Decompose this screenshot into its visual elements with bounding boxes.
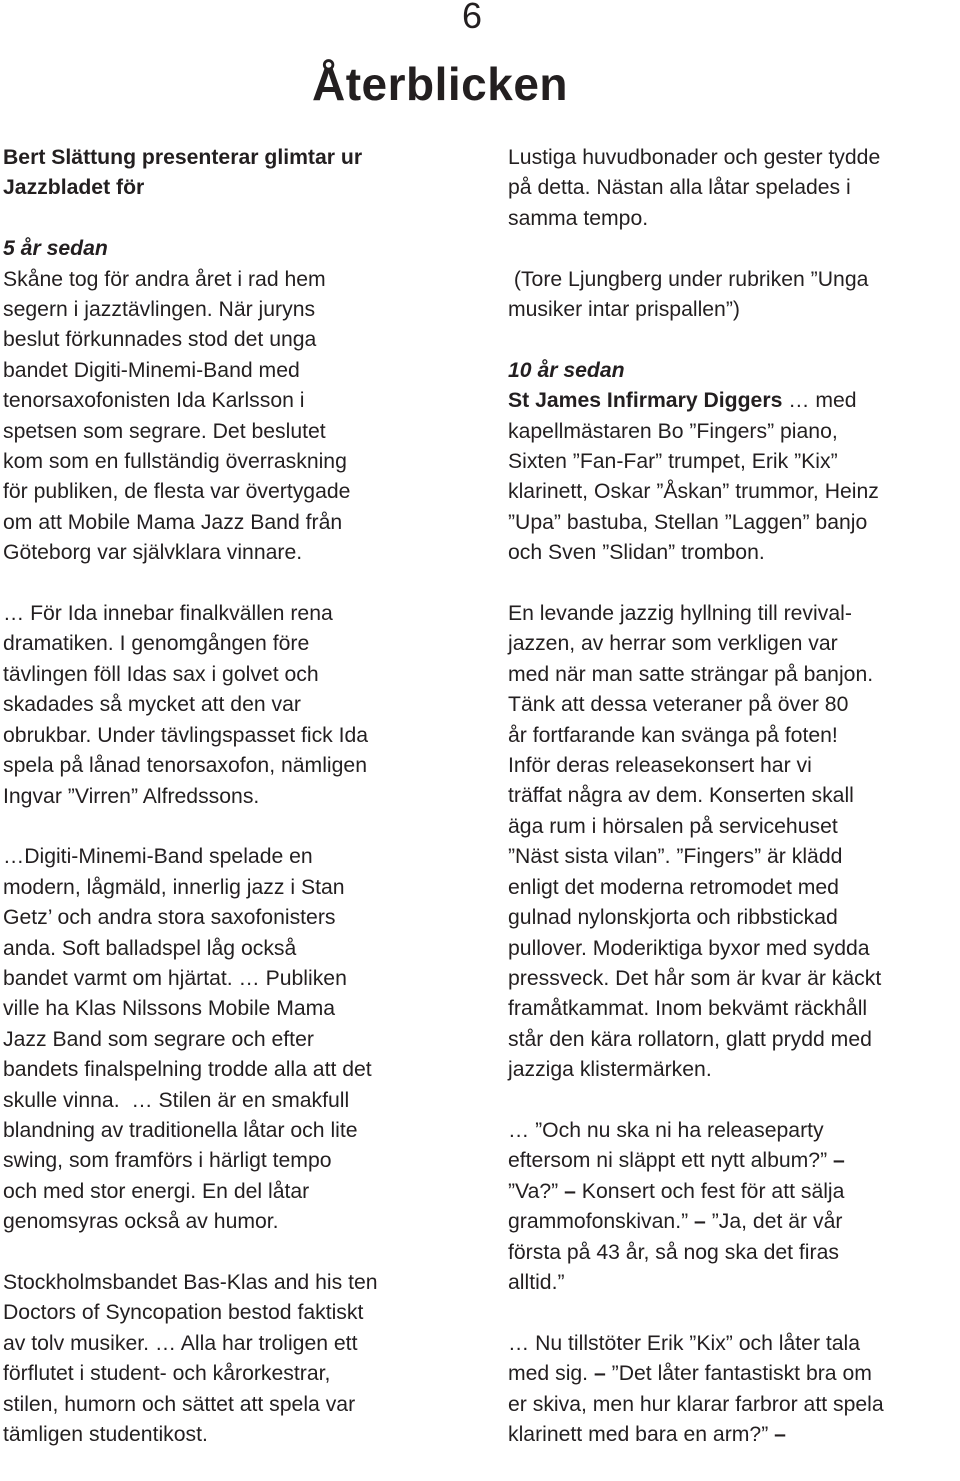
- text-line: bandets finalspelning trodde alla att det: [3, 1058, 372, 1082]
- text-line: … Nu tillstöter Erik ”Kix” och låter tala: [508, 1331, 861, 1355]
- left-column: [3, 143, 465, 1481]
- text-line: år fortfarande kan svänga på foten!: [508, 723, 838, 747]
- text-line: Stockholmsbandet Bas-Klas and his ten: [3, 1270, 378, 1294]
- text-line: jazzen, av herrar som verkligen var: [508, 632, 838, 656]
- text-line: Jazz Band som segrare och efter: [3, 1027, 314, 1051]
- article-paragraph: [3, 1268, 465, 1450]
- text-line: [508, 1177, 958, 1207]
- text-line: och Sven ”Slidan” trombon.: [508, 541, 765, 565]
- article-paragraph: [3, 265, 465, 569]
- text-fragment: eftersom ni släppt ett nytt album?”: [508, 1149, 834, 1173]
- section-heading-10-years: 10 år sedan: [508, 358, 625, 382]
- text-line: om att Mobile Mama Jazz Band från: [3, 510, 343, 534]
- text-line: bandet varmt om hjärtat. … Publiken: [3, 966, 347, 990]
- text-fragment: med sig.: [508, 1362, 594, 1386]
- text-line: [508, 1207, 958, 1237]
- section-heading-5-years: 5 år sedan: [3, 237, 108, 261]
- text-line: blandning av traditionella låtar och lite: [3, 1118, 358, 1142]
- text-line: står den kära rollatorn, glatt prydd med: [508, 1027, 872, 1051]
- dash: –: [694, 1210, 706, 1234]
- text-line: segern i jazztävlingen. När juryns: [3, 298, 316, 322]
- text-fragment: ”Det låter fantastiskt bra om: [605, 1362, 872, 1386]
- text-line: och med stor energi. En del låtar: [3, 1179, 310, 1203]
- text-line: …Digiti-Minemi-Band spelade en: [3, 845, 313, 869]
- text-line: Tänk att dessa veteraner på över 80: [508, 693, 849, 717]
- dialogue-paragraph: [508, 1116, 958, 1298]
- text-line: förflutet i student- och kårorkestrar,: [3, 1362, 331, 1386]
- text-line: modern, lågmäld, innerlig jazz i Stan: [3, 875, 345, 899]
- right-column: [508, 143, 958, 1481]
- text-line: Bert Slättung presenterar glimtar ur: [3, 146, 363, 169]
- text-fragment: Konsert och fest för att sälja: [575, 1179, 845, 1203]
- band-name: St James Infirmary Diggers: [508, 389, 783, 413]
- text-line: spetsen som segrare. Det beslutet: [3, 419, 326, 443]
- dialogue-paragraph: [508, 1329, 958, 1451]
- page-title: Återblicken: [312, 58, 569, 110]
- article-paragraph: [3, 599, 465, 812]
- text-line: gulnad nylonskjorta och ribbstickad: [508, 906, 838, 930]
- text-line: Skåne tog för andra året i rad hem: [3, 267, 326, 291]
- text-line: ”Näst sista vilan”. ”Fingers” är klädd: [508, 845, 843, 869]
- text-fragment: klarinett med bara en arm?”: [508, 1422, 775, 1446]
- dash: –: [593, 1362, 606, 1386]
- text-line: [508, 386, 958, 416]
- text-line: En levande jazzig hyllning till revival-: [508, 602, 852, 626]
- text-line: skadades så mycket att den var: [3, 693, 301, 717]
- dash: –: [564, 1179, 576, 1203]
- text-line: Göteborg var självklara vinnare.: [3, 541, 303, 565]
- text-line: er skiva, men hur klarar farbror att spela: [508, 1392, 884, 1416]
- text-line: … ”Och nu ska ni ha releaseparty: [508, 1118, 824, 1142]
- text-line: träffat några av dem. Konserten skall: [508, 784, 854, 808]
- text-line: enligt det moderna retromodet med: [508, 875, 839, 899]
- text-line: Ingvar ”Virren” Alfredssons.: [3, 784, 260, 808]
- text-line: framåtkammat. Inom bekvämt räckhåll: [508, 997, 868, 1021]
- text-line: Jazzbladet för: [3, 176, 145, 200]
- text-line: obrukbar. Under tävlingspasset fick Ida: [3, 723, 369, 747]
- dash: –: [774, 1422, 786, 1446]
- text-line: swing, som framförs i härligt tempo: [3, 1149, 332, 1173]
- text-line: dramatiken. I genomgången före: [3, 632, 310, 656]
- text-line: [508, 1146, 958, 1176]
- text-line: alltid.”: [508, 1270, 565, 1294]
- text-line: pullover. Moderiktiga byxor med sydda: [508, 936, 870, 960]
- source-citation: [508, 265, 958, 326]
- article-paragraph: [508, 599, 958, 1086]
- text-fragment: ”Ja, det är vår: [705, 1210, 843, 1234]
- text-line: bandet Digiti-Minemi-Band med: [3, 358, 300, 382]
- text-fragment: grammofonskivan.”: [508, 1210, 695, 1234]
- text-line: skulle vinna. … Stilen är en smakfull: [3, 1088, 350, 1112]
- text-line: jazziga klistermärken.: [508, 1058, 712, 1082]
- text-line: ”Upa” bastuba, Stellan ”Laggen” banjo: [508, 510, 868, 534]
- text-line: tämligen studentikost.: [3, 1423, 208, 1446]
- text-line: kom som en fullständig överraskning: [3, 450, 347, 474]
- text-line: Inför deras releasekonsert har vi: [508, 754, 812, 778]
- text-line: Lustiga huvudbonader och gester tydde: [508, 146, 881, 169]
- text-line: första på 43 år, så nog ska det firas: [508, 1240, 839, 1264]
- text-line: på detta. Nästan alla låtar spelades i: [508, 176, 851, 200]
- text-line: Doctors of Syncopation bestod faktiskt: [3, 1301, 364, 1325]
- text-line: tenorsaxofonisten Ida Karlsson i: [3, 389, 305, 413]
- text-line: med när man satte strängar på banjon.: [508, 662, 874, 686]
- text-line: stilen, humorn och sättet att spela var: [3, 1392, 356, 1416]
- text-fragment: … med: [782, 389, 857, 413]
- text-line: kapellmästaren Bo ”Fingers” piano,: [508, 419, 838, 443]
- text-line: [508, 1420, 958, 1450]
- text-line: äga rum i hörsalen på servicehuset: [508, 814, 838, 838]
- intro-paragraph: [3, 143, 465, 204]
- text-line: beslut förkunnades stod det unga: [3, 328, 317, 352]
- text-line: (Tore Ljungberg under rubriken ”Unga: [508, 267, 869, 291]
- article-paragraph: [508, 143, 958, 234]
- text-line: musiker intar prispallen”): [508, 298, 740, 322]
- dash: –: [833, 1149, 845, 1173]
- text-line: pressveck. Det hår som är kvar är käckt: [508, 966, 882, 990]
- text-line: för publiken, de flesta var övertygade: [3, 480, 351, 504]
- text-line: av tolv musiker. … Alla har troligen ett: [3, 1331, 358, 1355]
- text-line: Getz’ och andra stora saxofonisters: [3, 906, 336, 930]
- text-line: spela på lånad tenorsaxofon, nämligen: [3, 754, 367, 778]
- article-paragraph: [3, 842, 465, 1237]
- text-line: anda. Soft balladspel låg också: [3, 936, 297, 960]
- text-line: klarinett, Oskar ”Åskan” trummor, Heinz: [508, 480, 879, 504]
- text-line: ville ha Klas Nilssons Mobile Mama: [3, 997, 336, 1021]
- text-line: samma tempo.: [508, 206, 649, 230]
- page-number: 6: [462, 0, 483, 36]
- text-fragment: ”Va?”: [508, 1179, 565, 1203]
- text-line: genomsyras också av humor.: [3, 1210, 279, 1234]
- text-line: Sixten ”Fan-Far” trumpet, Erik ”Kix”: [508, 450, 838, 474]
- text-line: tävlingen föll Idas sax i golvet och: [3, 662, 319, 686]
- text-line: … För Ida innebar finalkvällen rena: [3, 602, 333, 626]
- article-paragraph: [508, 386, 958, 568]
- text-line: [508, 1359, 958, 1389]
